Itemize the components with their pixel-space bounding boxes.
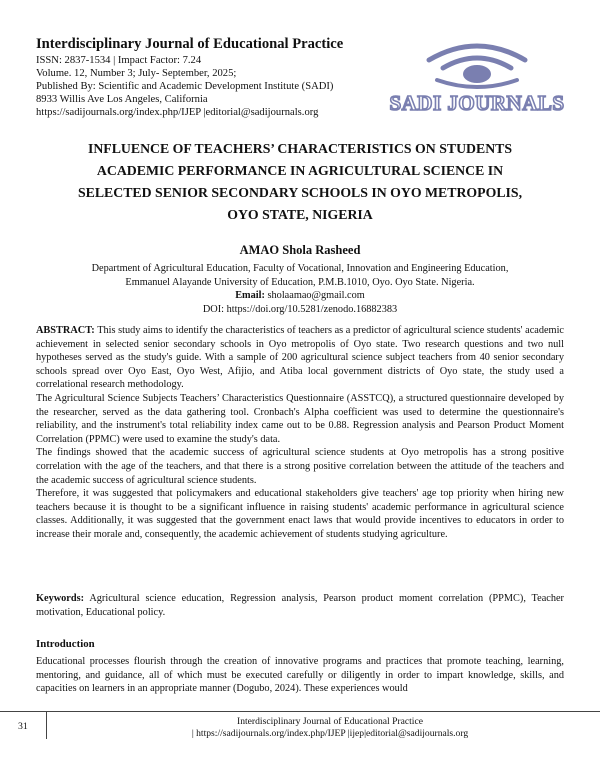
doi-link[interactable]: DOI: https://doi.org/10.5281/zenodo.16882383 [202, 303, 398, 315]
abstract [36, 324, 564, 542]
journal-header [36, 36, 376, 119]
title-line: SELECTED SENIOR SECONDARY SCHOOLS IN OYO METROPOLIS, [77, 185, 523, 200]
keywords [36, 592, 564, 619]
footer-journal: Interdisciplinary Journal of Educational Practice [237, 716, 423, 727]
volume-line: Volume. 12, Number 3; July- September, 2025; [36, 68, 237, 80]
introduction-heading: Introduction [36, 638, 95, 650]
introduction-text: Educational processes flourish through the creation of innovative programs and practices that promote teaching, learning, mentoring, and guidance, all of which must be executed carefully or diligently in order to impart knowledge, skills, and capacities on learners in an appropriate manner (Dogubo, 2024). These experiences would [36, 656, 564, 695]
abstract-paragraph: Therefore, it was suggested that policymakers and educational stakeholders give teachers' age top priority when hiring new teachers because it is thought to be a significant influence in raising students' academic performance in agricultural science classes. Additionally, it was suggested that the government enact laws that would provide incentives to educators in order to increase their morale and, consequently, the academic achievement of students studying agriculture. [36, 488, 564, 540]
title-line: ACADEMIC PERFORMANCE IN AGRICULTURAL SCIENCE IN [96, 163, 504, 178]
keywords-label: Keywords: [36, 593, 85, 604]
title-line: INFLUENCE OF TEACHERS’ CHARACTERISTICS ON STUDENTS [87, 141, 513, 156]
address-line: 8933 Willis Ave Los Angeles, California [36, 94, 208, 106]
eye-icon [429, 46, 525, 68]
footer-text [180, 716, 480, 740]
logo-text: SADI JOURNALS [389, 91, 565, 114]
page-number: 31 [18, 721, 28, 732]
affiliation-line: Department of Agricultural Education, Faculty of Vocational, Innovation and Engineering Education, [91, 263, 509, 274]
email-line [36, 289, 564, 303]
url-line[interactable]: https://sadijournals.org/index.php/IJEP |editorial@sadijournals.org [36, 107, 319, 119]
publisher-line: Published By: Scientific and Academic Development Institute (SADI) [36, 81, 334, 93]
keywords-text: Agricultural science education, Regression analysis, Pearson product moment correlation (PPMC), Teacher motivation, Educational policy. [36, 593, 564, 618]
footer-vertical-divider [46, 711, 47, 739]
email-link[interactable]: sholaamao@gmail.com [267, 290, 365, 302]
author-affiliation [36, 262, 564, 316]
abstract-text: This study aims to identify the characteristics of teachers as a predictor of agricultural science students' academic achievement in selected senior secondary schools in Oyo metropolis of Oyo state. Two research questions and two null hypotheses served as the study's guide. With a sample of 200 agricultural science subject teachers from 40 senior secondary schools spread over Oyo East, Oyo West, Afijio, and Atiba local government districts of Oyo state, the study used a correlational research methodology. [36, 325, 565, 391]
issn-line: ISSN: 2837-1534 | Impact Factor: 7.24 [36, 55, 202, 66]
journal-title: Interdisciplinary Journal of Educational Practice [36, 36, 344, 52]
sadi-journals-logo [387, 38, 567, 114]
paper-title [36, 138, 564, 226]
abstract-paragraph [36, 324, 564, 392]
abstract-paragraph: The Agricultural Science Subjects Teachers’ Characteristics Questionnaire (ASSTCQ), a structured questionnaire developed by the researcher, served as the data gathering tool. Cronbach's Alpha coefficient was used to determine the questionnaire's reliability, and the instrument's total reliability index came out to be 0.88. Regression analysis and Pearson Product Moment Correlation (PPMC) were used to examine the study's data. [36, 392, 564, 445]
footer-links[interactable]: | https://sadijournals.org/index.php/IJEP |ijep|editorial@sadijournals.org [191, 728, 469, 739]
author-name: AMAO Shola Rasheed [239, 243, 361, 257]
email-label: Email: [235, 290, 265, 302]
eye-pupil-icon [463, 65, 491, 83]
title-line: OYO STATE, NIGERIA [227, 207, 373, 222]
affiliation-line: Emmanuel Alayande University of Education, P.M.B.1010, Oyo. Oyo State. Nigeria. [125, 276, 475, 288]
footer-divider [0, 711, 600, 712]
abstract-label: ABSTRACT: [36, 325, 95, 336]
abstract-paragraph: The findings showed that the academic success of agricultural science students at Oyo metropolis has a strong positive correlation with the age of the teachers, and that there is a strong positive correlation between the attitude of the teachers and the academic success of agricultural science students. [36, 447, 564, 486]
